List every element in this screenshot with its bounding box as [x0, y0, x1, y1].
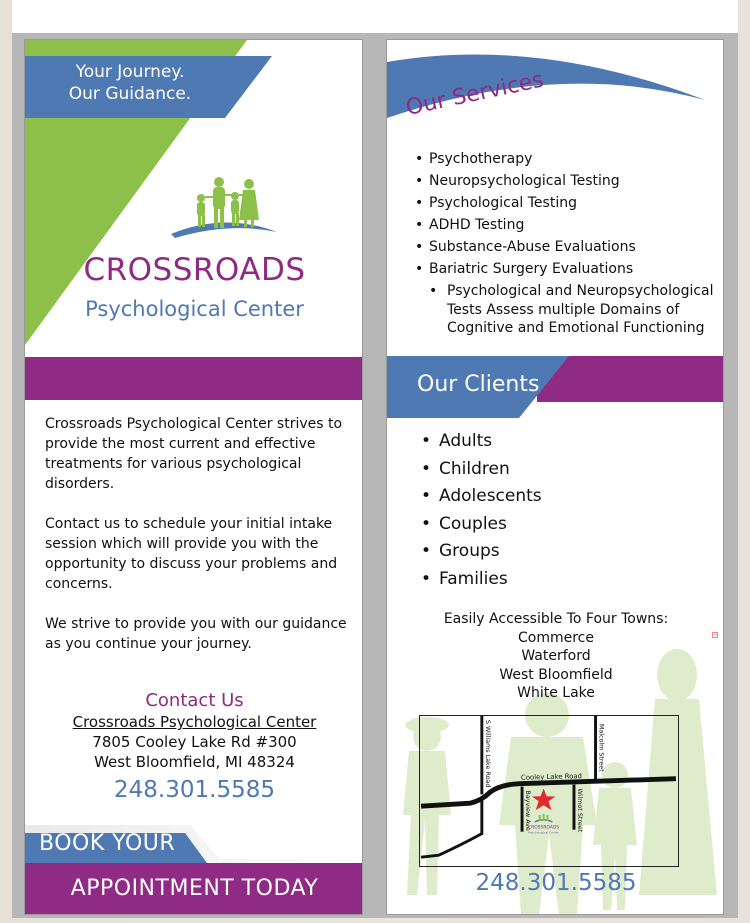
star-location-icon: [532, 789, 556, 811]
brochure-right-panel: [386, 39, 724, 915]
town-item: Waterford: [521, 648, 591, 665]
town-item: White Lake: [517, 685, 595, 702]
town-item: West Bloomfield: [499, 666, 613, 683]
tagline: [25, 61, 235, 105]
cta-line-1: BOOK YOUR: [39, 831, 176, 856]
location-map: [419, 715, 679, 867]
town-item: Commerce: [518, 629, 594, 646]
client-item: • Children: [421, 456, 542, 484]
service-item: • Bariatric Surgery Evaluations: [415, 258, 723, 280]
client-item: • Families: [421, 566, 542, 594]
brand-name: CROSSROADS: [83, 252, 306, 288]
cta-line-2: APPOINTMENT TODAY: [70, 876, 319, 901]
about-paragraph-1: Crossroads Psychological Center strives to provide the most current and effective treatments for various psychological disorders.: [45, 416, 343, 492]
about-paragraph-3: We strive to provide you with our guidance as you continue your journey.: [45, 616, 347, 652]
service-item: • Psychotherapy: [415, 148, 723, 170]
top-whitespace: [12, 0, 738, 33]
purple-divider-bar: [25, 357, 363, 400]
contact-phone: 248.301.5585: [114, 777, 275, 803]
client-item: • Groups: [421, 538, 542, 566]
contact-block: [25, 689, 363, 806]
contact-address-line-1: 7805 Cooley Lake Rd #300: [92, 733, 297, 751]
service-sub-item: • Psychological and Neuropsychological Tests Assess multiple Domains of Cognitive and Emotional Functioning: [415, 282, 723, 338]
service-item: • Neuropsychological Testing: [415, 170, 723, 192]
map-drawing: [420, 716, 677, 865]
mini-logo-subtitle: Psychological Center: [528, 830, 559, 835]
clients-list: [421, 428, 542, 593]
service-item: • Substance-Abuse Evaluations: [415, 236, 723, 258]
services-list: [415, 148, 723, 338]
tagline-line-2: Our Guidance.: [68, 84, 192, 104]
contact-name: Crossroads Psychological Center: [72, 713, 317, 731]
about-paragraph-2: Contact us to schedule your initial intake session which will provide you with the opportunity to discuss your problems and concerns.: [45, 516, 338, 592]
services-title: Our Services: [403, 67, 547, 121]
street-label-cooley-lake: Cooley Lake Road: [520, 772, 583, 782]
tagline-line-1: Your Journey.: [75, 62, 185, 82]
brand-subtitle: Psychological Center: [85, 297, 304, 321]
street-label-bayview: Bayview Ave: [523, 790, 532, 831]
street-label-malcolm: Malcolm Street: [597, 723, 606, 772]
towns-heading: Easily Accessible To Four Towns:: [443, 611, 669, 627]
family-silhouette-icon: [169, 176, 279, 240]
service-item: • Psychological Testing: [415, 192, 723, 214]
mini-logo-icon: [535, 814, 553, 822]
street-label-s-williams: S Williams Lake Road: [483, 719, 492, 788]
about-text: [45, 414, 355, 674]
street-label-wilmot: Wilmot Street: [575, 788, 584, 833]
client-item: • Adolescents: [421, 483, 542, 511]
brochure-left-panel: [24, 39, 363, 915]
contact-address-line-2: West Bloomfield, MI 48324: [94, 753, 295, 771]
client-item: • Couples: [421, 511, 542, 539]
phone-number: 248.301.5585: [475, 870, 637, 896]
anchor-marker-icon: +: [713, 632, 718, 638]
client-item: • Adults: [421, 428, 542, 456]
mini-logo-name: CROSSROADS: [528, 825, 560, 831]
service-item: • ADHD Testing: [415, 214, 723, 236]
clients-title: Our Clients: [417, 372, 540, 397]
contact-title: Contact Us: [145, 690, 244, 711]
towns-block: [387, 610, 724, 703]
